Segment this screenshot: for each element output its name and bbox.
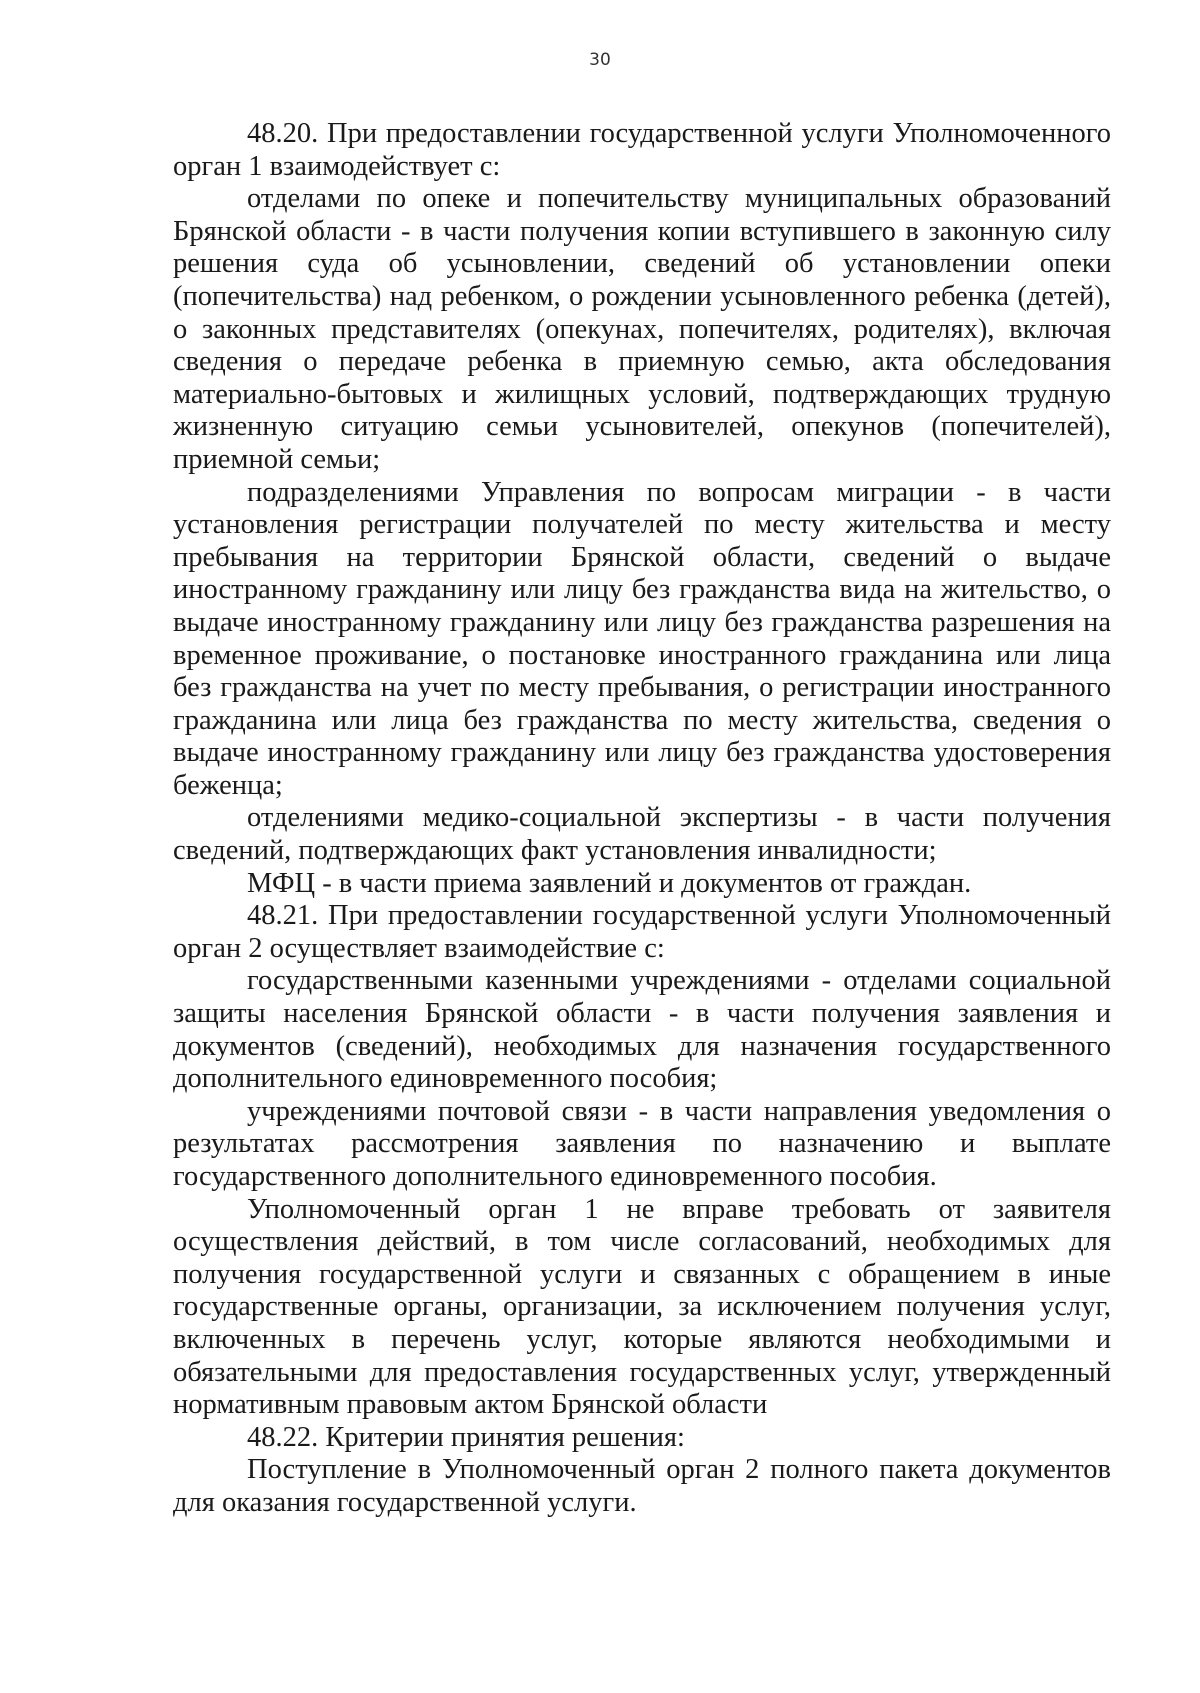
paragraph-48-22: 48.22. Критерии принятия решения: — [247, 1421, 685, 1453]
paragraph-no-requirement: Уполномоченный орган 1 не вправе требовать от заявителя осуществления действий, в том числе согласований, необходимых для получения государственной услуги и связанных с обращением в иные государственные органы, организации, за исключением получения услуг, включенных в перечень услуг, которые являются необходимыми и обязательными для предоставления государственных услуг, утвержденный нормативным правовым актом Брянской области — [173, 1193, 1111, 1421]
page-number: 30 — [589, 50, 611, 70]
paragraph-48-20: 48.20. При предоставлении государственной услуги Уполномоченного орган 1 взаимодействует с: — [173, 118, 1111, 182]
paragraph-48-21: 48.21. При предоставлении государственной услуги Уполномоченный орган 2 осуществляет взаимодействие с: — [173, 900, 1111, 964]
paragraph-migration-units: подразделениями Управления по вопросам миграции - в части установления регистрации получателей по месту жительства и месту пребывания на территории Брянской области, сведений о выдаче иностранному гражданину или лицу без гражданства вида на жительство, о выдаче иностранному гражданину или лицу без гражданства разрешения на временное проживание, о постановке иностранного гражданина или лица без гражданства на учет по месту пребывания, о регистрации иностранного гражданина или лица без гражданства по месту жительства, сведения о выдаче иностранному гражданину или лицу без гражданства удостоверения беженца; — [173, 476, 1111, 801]
document-body — [173, 118, 1111, 1520]
paragraph-social-protection: государственными казенными учреждениями - отделами социальной защиты населения Брянской области - в части получения заявления и документов (сведений), необходимых для назначения государственного дополнительного единовременного пособия; — [173, 965, 1111, 1095]
paragraph-mfc: МФЦ - в части приема заявлений и документов от граждан. — [247, 867, 972, 899]
paragraph-guardianship-departments: отделами по опеке и попечительству муниципальных образований Брянской области - в части получения копии вступившего в законную силу решения суда об усыновлении, сведений об установлении опеки (попечительства) над ребенком, о рождении усыновленного ребенка (детей), о законных представителях (опекунах, попечителях, родителях), включая сведения о передаче ребенка в приемную семью, акта обследования материально-бытовых и жилищных условий, подтверждающих трудную жизненную ситуацию семьи усыновителей, опекунов (попечителей), приемной семьи; — [173, 183, 1111, 475]
paragraph-decision-criteria: Поступление в Уполномоченный орган 2 полного пакета документов для оказания государственной услуги. — [173, 1454, 1111, 1518]
paragraph-medical-expertise: отделениями медико-социальной экспертизы - в части получения сведений, подтверждающих факт установления инвалидности; — [173, 802, 1111, 867]
paragraph-postal-service: учреждениями почтовой связи - в части направления уведомления о результатах рассмотрения заявления по назначению и выплате государственного дополнительного единовременного пособия. — [173, 1095, 1111, 1192]
